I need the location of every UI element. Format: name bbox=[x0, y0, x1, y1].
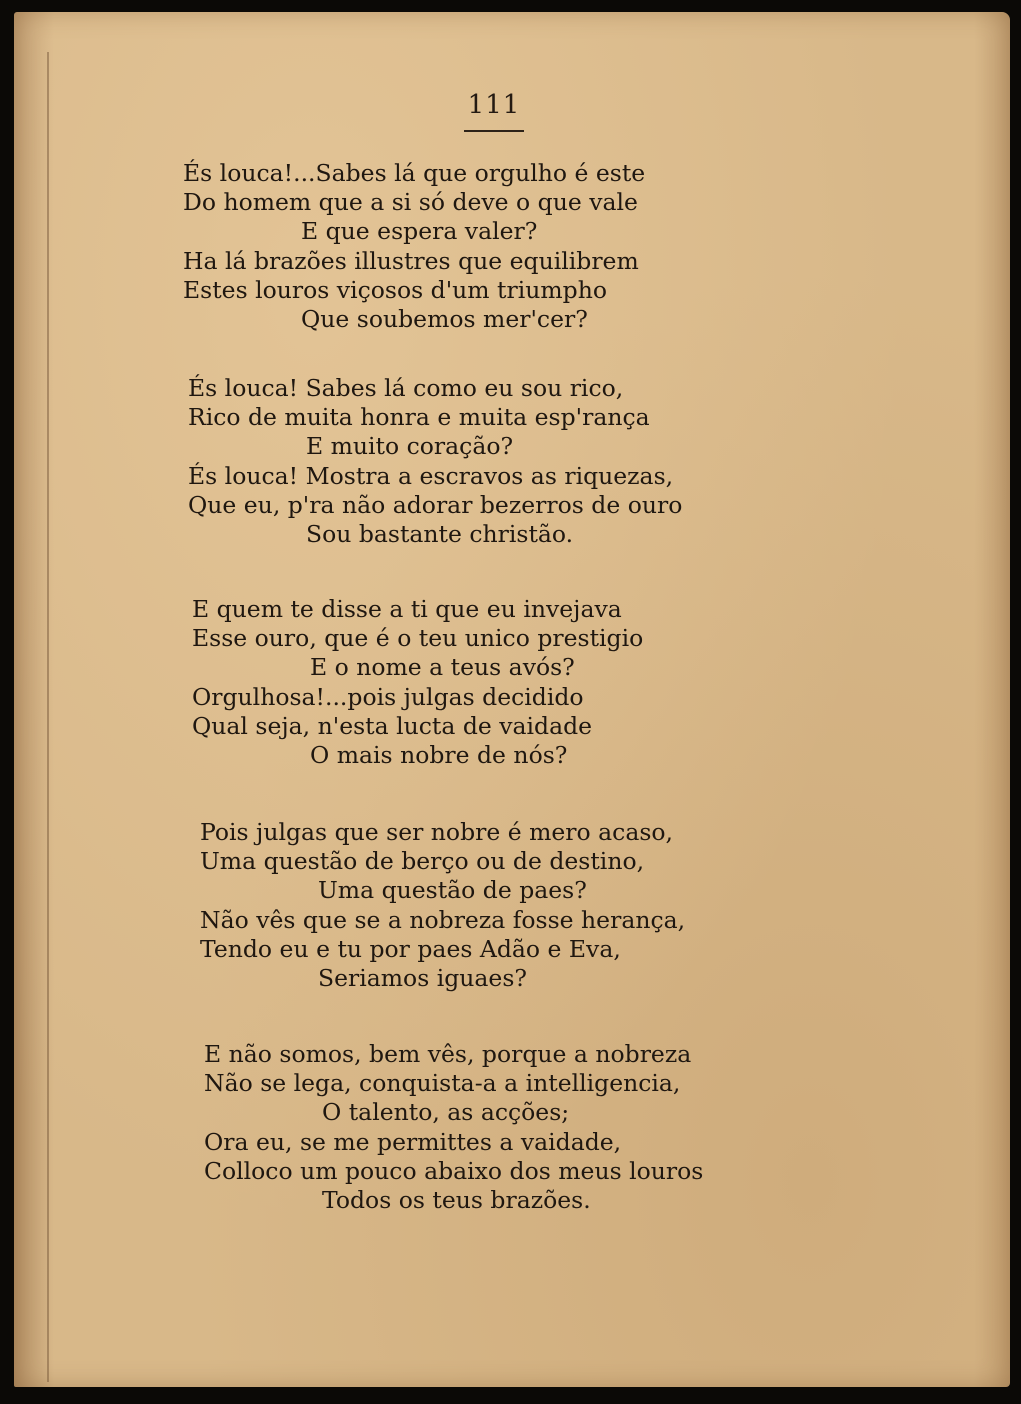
verse-line: Sou bastante christão. bbox=[306, 520, 574, 548]
verse-line: Não se lega, conquista-a a intelligencia, bbox=[204, 1069, 681, 1098]
verse-line: Ora eu, se me permittes a vaidade, bbox=[204, 1127, 622, 1156]
verse-line: Ha lá brazões illustres que equilibrem bbox=[183, 246, 639, 275]
verse-line: E não somos, bem vês, porque a nobreza bbox=[204, 1040, 692, 1068]
verse-line: E muito coração? bbox=[306, 432, 514, 461]
verse-line: Rico de muita honra e muita esp'rança bbox=[188, 403, 650, 432]
verse-line: Orgulhosa!...pois julgas decidido bbox=[192, 682, 584, 711]
verse-line: Esse ouro, que é o teu unico prestigio bbox=[192, 624, 644, 653]
verse-line: Não vês que se a nobreza fosse herança, bbox=[200, 905, 686, 934]
verse-line: Seriamos iguaes? bbox=[318, 964, 527, 992]
page-number-rule bbox=[464, 130, 524, 132]
verse-line: Do homem que a si só deve o que vale bbox=[183, 188, 638, 217]
verse-line: Uma questão de paes? bbox=[318, 876, 587, 905]
page-number: 111 bbox=[467, 90, 521, 120]
verse-line: És louca!...Sabes lá que orgulho é este bbox=[183, 159, 646, 187]
verse-line: Colloco um pouco abaixo dos meus louros bbox=[204, 1156, 704, 1185]
verse-line: E quem te disse a ti que eu invejava bbox=[192, 595, 622, 623]
verse-line: Uma questão de berço ou de destino, bbox=[200, 847, 645, 876]
verse-line: Que eu, p'ra não adorar bezerros de ouro bbox=[188, 490, 683, 519]
page-gutter-line bbox=[47, 52, 49, 1382]
verse-line: És louca! Mostra a escravos as riquezas, bbox=[188, 461, 674, 490]
verse-line: Qual seja, n'esta lucta de vaidade bbox=[192, 711, 593, 740]
verse-line: Estes louros viçosos d'um triumpho bbox=[183, 275, 607, 304]
verse-line: E o nome a teus avós? bbox=[310, 653, 575, 682]
verse-line: Todos os teus brazões. bbox=[322, 1186, 591, 1214]
verse-line: O mais nobre de nós? bbox=[310, 741, 568, 769]
verse-line: Tendo eu e tu por paes Adão e Eva, bbox=[200, 934, 621, 963]
verse-line: Que soubemos mer'cer? bbox=[301, 305, 588, 333]
verse-line: O talento, as acções; bbox=[322, 1098, 570, 1127]
verse-line: Pois julgas que ser nobre é mero acaso, bbox=[200, 818, 674, 846]
verse-line: És louca! Sabes lá como eu sou rico, bbox=[188, 374, 624, 402]
verse-line: E que espera valer? bbox=[301, 217, 538, 246]
